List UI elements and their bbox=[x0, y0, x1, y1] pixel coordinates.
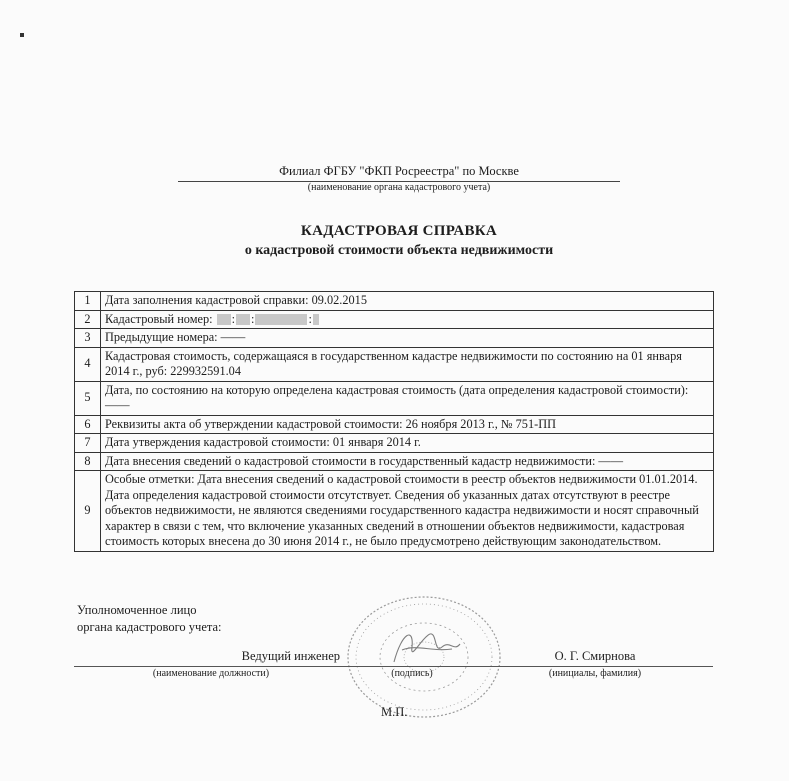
signature-caption: (подпись) bbox=[391, 668, 433, 679]
row-number: 2 bbox=[75, 310, 101, 329]
row-number: 4 bbox=[75, 347, 101, 381]
table-row bbox=[75, 434, 714, 453]
row-text: Предыдущие номера: —— bbox=[101, 329, 714, 348]
round-seal-stamp bbox=[342, 592, 512, 722]
certificate-table bbox=[74, 291, 714, 552]
row-text: Дата, по состоянию на которую определена кадастровая стоимость (дата определения кадастровой стоимости): —— bbox=[101, 381, 714, 415]
table-row bbox=[75, 471, 714, 552]
row-number: 1 bbox=[75, 292, 101, 311]
row-number: 6 bbox=[75, 415, 101, 434]
authority-label: органа кадастрового учета: bbox=[77, 620, 222, 634]
authority-label: Уполномоченное лицо bbox=[77, 603, 197, 617]
document-title: КАДАСТРОВАЯ СПРАВКА bbox=[300, 223, 498, 239]
row-text: Дата утверждения кадастровой стоимости: 01 января 2014 г. bbox=[101, 434, 714, 453]
signatory-name: О. Г. Смирнова bbox=[554, 649, 636, 663]
organization-caption: (наименование органа кадастрового учета) bbox=[307, 182, 491, 193]
table-row bbox=[75, 381, 714, 415]
document-subtitle: о кадастровой стоимости объекта недвижимости bbox=[244, 243, 554, 258]
position-value: Ведущий инженер bbox=[241, 649, 340, 663]
redaction-block bbox=[217, 314, 231, 325]
signature-line bbox=[74, 666, 713, 667]
table-row bbox=[75, 347, 714, 381]
redaction-block bbox=[313, 314, 319, 325]
table-row bbox=[75, 310, 714, 329]
row-text: Реквизиты акта об утверждении кадастровой стоимости: 26 ноября 2013 г., № 751-ПП bbox=[101, 415, 714, 434]
row-number: 7 bbox=[75, 434, 101, 453]
redaction-block bbox=[236, 314, 250, 325]
table-row bbox=[75, 415, 714, 434]
row-text: Особые отметки: Дата внесения сведений о кадастровой стоимости в реестр объектов недвижимости 01.01.2014. Дата определения кадастровой стоимости отсутствует. Сведения об указанных датах отсутствуют в реестре объектов недвижимости, не являются сведениями государственного кадастра недвижимости и носят справочный характер в связи с тем, что включение указанных сведений в отношении объектов недвижимости, кадастровая стоимость которых внесена до 30 июня 2014 г., не было предусмотрено действующим законодательством. bbox=[101, 471, 714, 552]
name-caption: (инициалы, фамилия) bbox=[548, 668, 642, 679]
position-caption: (наименование должности) bbox=[152, 668, 270, 679]
row-text: Кадастровая стоимость, содержащаяся в государственном кадастре недвижимости по состоянию на 01 января 2014 г., руб: 229932591.04 bbox=[101, 347, 714, 381]
table-row bbox=[75, 452, 714, 471]
row-text: Дата внесения сведений о кадастровой стоимости в государственный кадастр недвижимости: —— bbox=[101, 452, 714, 471]
organization-name: Филиал ФГБУ "ФКП Росреестра" по Москве bbox=[279, 164, 519, 178]
table-row bbox=[75, 329, 714, 348]
cadastral-number-cell: Кадастровый номер: : : : bbox=[101, 310, 714, 329]
row-number: 9 bbox=[75, 471, 101, 552]
row-number: 5 bbox=[75, 381, 101, 415]
row-text: Кадастровый номер: bbox=[105, 311, 213, 326]
scan-mark bbox=[20, 33, 24, 37]
row-number: 8 bbox=[75, 452, 101, 471]
row-text: Дата заполнения кадастровой справки: 09.02.2015 bbox=[101, 292, 714, 311]
table-row bbox=[75, 292, 714, 311]
stamp-place-label: М.П. bbox=[381, 705, 408, 719]
redaction-block bbox=[255, 314, 307, 325]
row-number: 3 bbox=[75, 329, 101, 348]
